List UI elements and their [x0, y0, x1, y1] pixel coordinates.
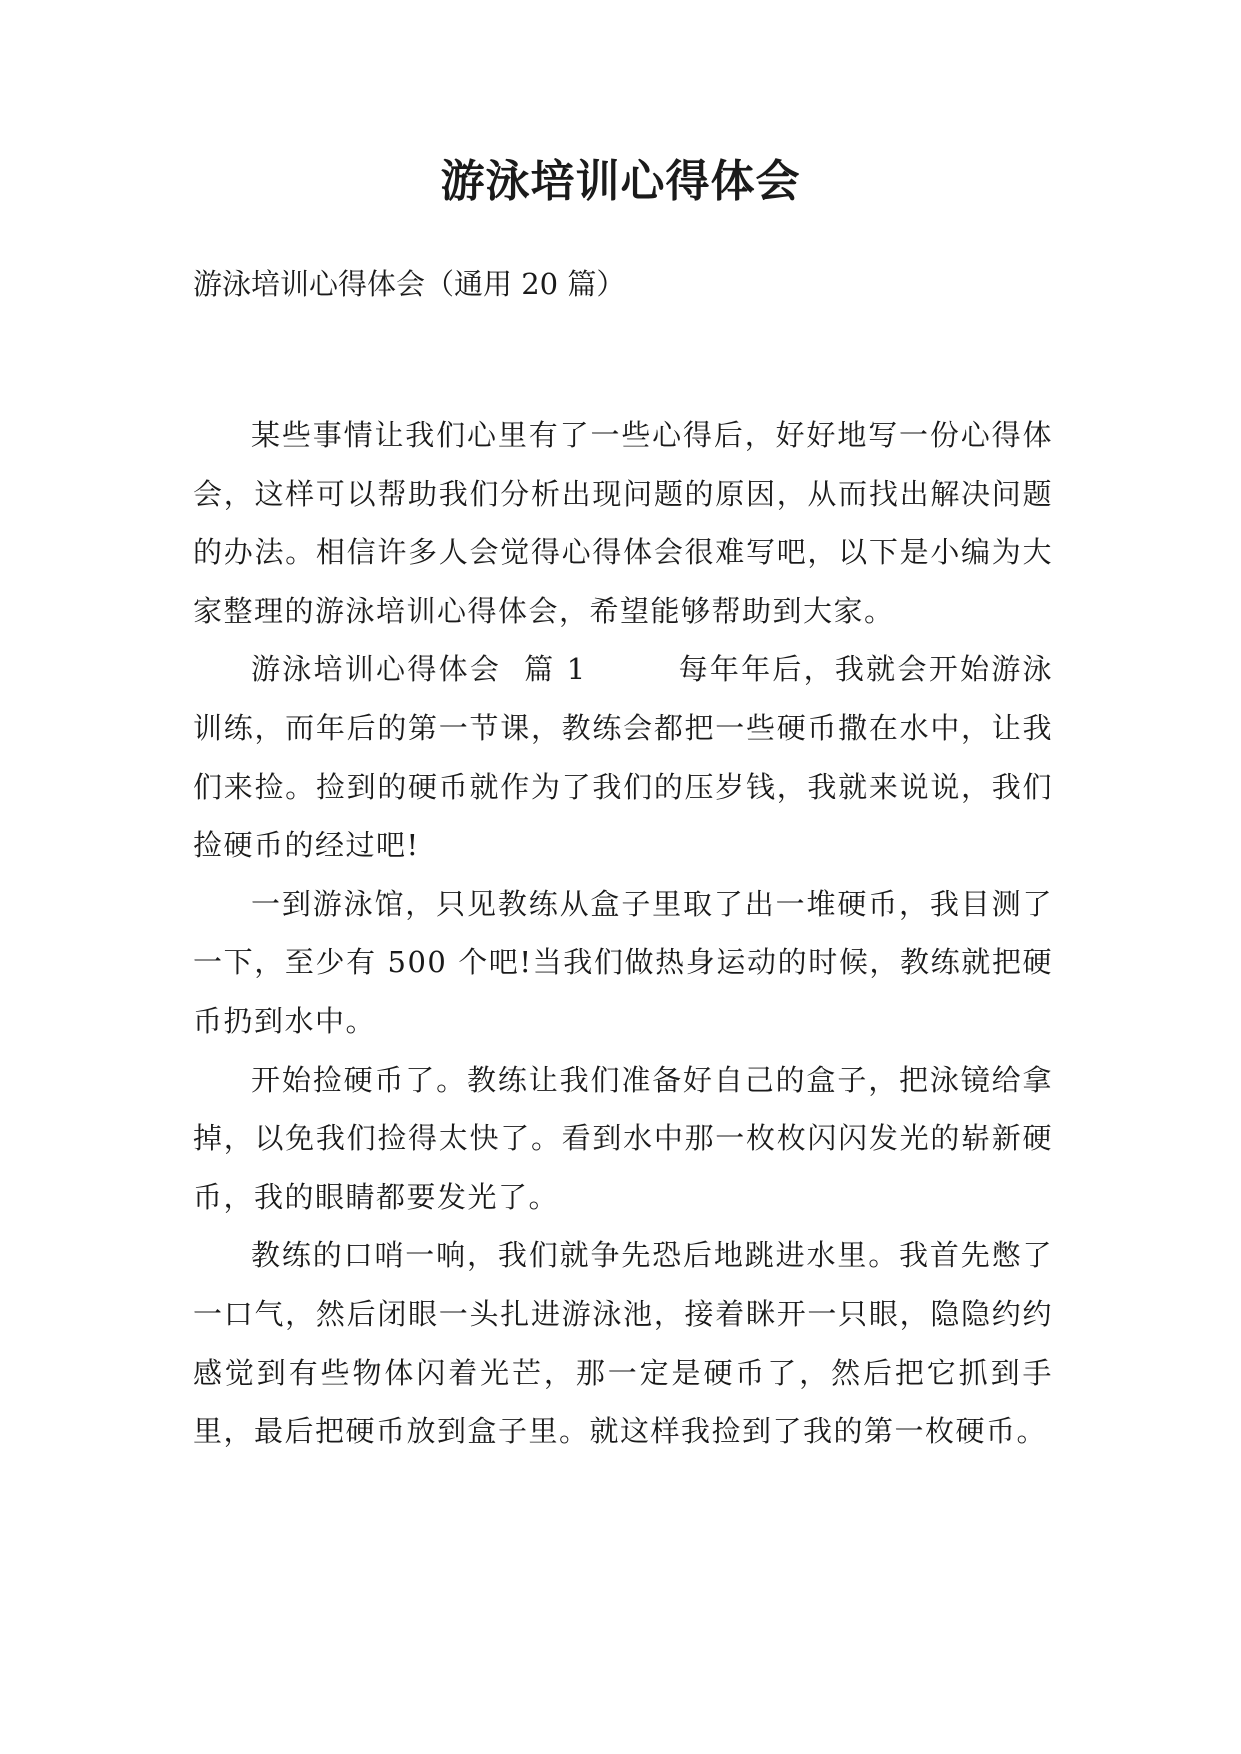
document-title: 游泳培训心得体会	[440, 156, 801, 207]
document-body	[193, 406, 1053, 1461]
paragraph-intro: 某些事情让我们心里有了一些心得后，好好地写一份心得体会，这样可以帮助我们分析出现问题的原因，从而找出解决问题的办法。相信许多人会觉得心得体会很难写吧，以下是小编为大家整理的游泳培训心得体会，希望能够帮助到大家。	[193, 418, 1053, 628]
paragraph-3: 开始捡硬币了。教练让我们准备好自己的盒子，把泳镜给拿掉，以免我们捡得太快了。看到水中那一枚枚闪闪发光的崭新硬币，我的眼睛都要发光了。	[193, 1062, 1053, 1214]
document-subtitle: 游泳培训心得体会（通用 20 篇）	[193, 267, 626, 301]
paragraph-4: 教练的口哨一响，我们就争先恐后地跳进水里。我首先憋了一口气，然后闭眼一头扎进游泳池，接着眯开一只眼，隐隐约约感觉到有些物体闪着光芒，那一定是硬币了，然后把它抓到手里，最后把硬币放到盒子里。就这样我捡到了我的第一枚硬币。	[193, 1238, 1053, 1449]
paragraph-1: 游泳培训心得体会 篇 1 每年年后，我就会开始游泳训练，而年后的第一节课，教练会都把一些硬币撒在水中，让我们来捡。捡到的硬币就作为了我们的压岁钱，我就来说说，我们捡硬币的经过吧!	[193, 652, 1053, 863]
paragraph-2: 一到游泳馆，只见教练从盒子里取了出一堆硬币，我目测了一下，至少有 500 个吧!当我们做热身运动的时候，教练就把硬币扔到水中。	[193, 886, 1053, 1038]
